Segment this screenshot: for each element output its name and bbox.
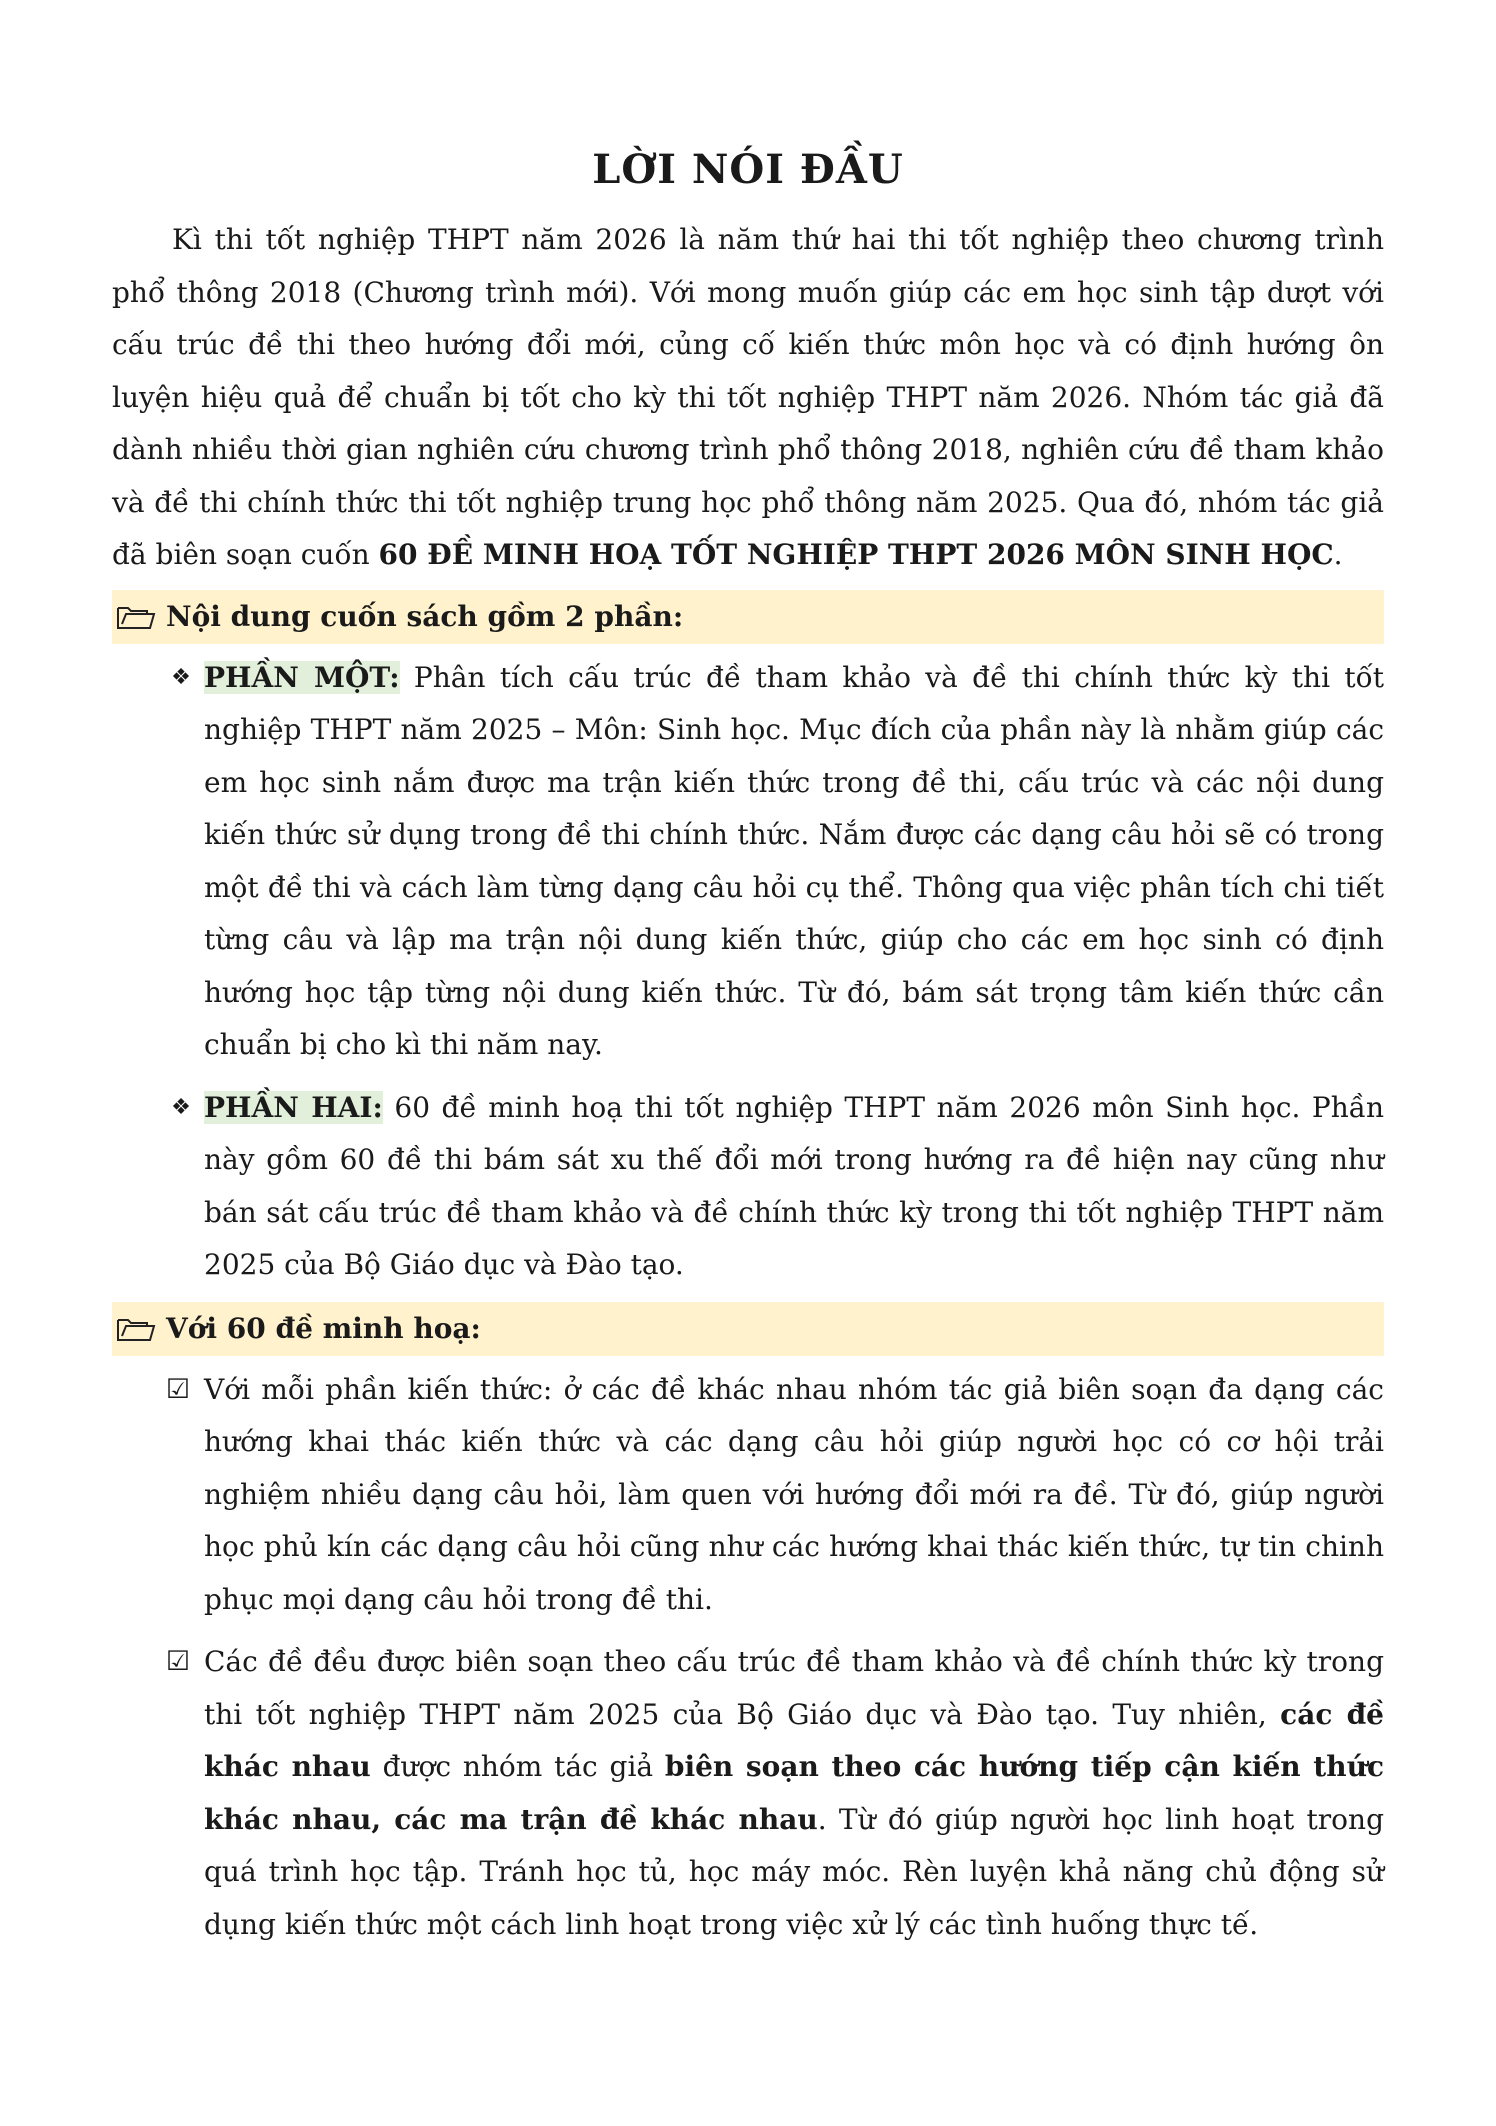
checkbox-checked-icon: ☑ xyxy=(165,1373,191,1405)
check-item-text: Các đề đều được biên soạn theo cấu trúc đề tham khảo và đề chính thức kỳ trong thi tốt nghiệp THPT năm 2025 của Bộ Giáo dục và Đào tạo. Tuy nhiên, xyxy=(204,1645,1384,1731)
intro-paragraph xyxy=(112,214,1384,582)
intro-text: Kì thi tốt nghiệp THPT năm 2026 là năm thứ hai thi tốt nghiệp theo chương trình phổ thông 2018 (Chương trình mới). Với mong muốn giúp các em học sinh tập dượt với cấu trúc đề thi theo hướng đổi mới, củng cố kiến thức môn học và có định hướng ôn luyện hiệu quả để chuẩn bị tốt cho kỳ thi tốt nghiệp THPT năm 2026. Nhóm tác giả đã dành nhiều thời gian nghiên cứu chương trình phổ thông 2018, nghiên cứu đề tham khảo và đề thi chính thức thi tốt nghiệp trung học phổ thông năm 2025. Qua đó, nhóm tác giả đã biên soạn cuốn xyxy=(112,223,1384,571)
folder-icon xyxy=(116,1316,156,1342)
diamond-bullet-icon: ❖ xyxy=(171,664,191,690)
section-contents-header xyxy=(112,590,1384,644)
section-tests-header xyxy=(112,1302,1384,1356)
check-item-structure xyxy=(112,1636,1384,1951)
checkbox-checked-icon: ☑ xyxy=(165,1646,191,1677)
part-two-text: 60 đề minh hoạ thi tốt nghiệp THPT năm 2026 môn Sinh học. Phần này gồm 60 đề thi bám sát xu thế đổi mới trong hướng ra đề hiện nay cũng như bán sát cấu trúc đề tham khảo và đề chính thức kỳ trong thi tốt nghiệp THPT năm 2025 của Bộ Giáo dục và Đào tạo. xyxy=(204,1090,1384,1281)
section-tests-heading: Với 60 đề minh hoạ: xyxy=(166,1312,481,1345)
part-two-item xyxy=(112,1082,1384,1292)
part-two-label: PHẦN HAI: xyxy=(204,1090,383,1124)
check-item-text: được nhóm tác giả xyxy=(370,1750,665,1783)
check-item-bold-text: biên soạn theo các hướng tiếp cận kiến thức khác nhau, các ma trận đề khác nhau xyxy=(204,1750,1384,1836)
part-one-label: PHẦN MỘT: xyxy=(204,660,400,694)
page-title: LỜI NÓI ĐẦU xyxy=(592,146,904,193)
check-item-text: . Từ đó giúp người học linh hoạt trong quá trình học tập. Tránh học tủ, học máy móc. Rèn luyện khả năng chủ động sử dụng kiến thức một cách linh hoạt trong việc xử lý các tình huống thực tế. xyxy=(204,1802,1384,1941)
document-page xyxy=(112,140,1384,1961)
check-item-bold-text: các đề khác nhau xyxy=(204,1697,1384,1783)
diamond-bullet-icon: ❖ xyxy=(171,1094,191,1120)
part-one-text: Phân tích cấu trúc đề tham khảo và đề thi chính thức kỳ thi tốt nghiệp THPT năm 2025 – Môn: Sinh học. Mục đích của phần này là nhằm giúp các em học sinh nắm được ma trận kiến thức trong đề thi, cấu trúc và các nội dung kiến thức sử dụng trong đề thi chính thức. Nắm được các dạng câu hỏi sẽ có trong một đề thi và cách làm từng dạng câu hỏi cụ thể. Thông qua việc phân tích chi tiết từng câu và lập ma trận nội dung kiến thức, giúp cho các em học sinh có định hướng học tập từng nội dung kiến thức. Từ đó, bám sát trọng tâm kiến thức cần chuẩn bị cho kì thi năm nay. xyxy=(204,660,1384,1061)
check-item-knowledge xyxy=(112,1364,1384,1627)
intro-end: . xyxy=(1333,538,1343,571)
book-title: 60 ĐỀ MINH HOẠ TỐT NGHIỆP THPT 2026 MÔN SINH HỌC xyxy=(378,538,1334,571)
section-contents-heading: Nội dung cuốn sách gồm 2 phần: xyxy=(166,600,684,633)
part-one-item xyxy=(112,652,1384,1072)
check-item-text: Với mỗi phần kiến thức: ở các đề khác nhau nhóm tác giả biên soạn đa dạng các hướng khai thác kiến thức và các dạng câu hỏi giúp người học có cơ hội trải nghiệm nhiều dạng câu hỏi, làm quen với hướng đổi mới ra đề. Từ đó, giúp người học phủ kín các dạng câu hỏi cũng như các hướng khai thác kiến thức, tự tin chinh phục mọi dạng câu hỏi trong đề thi. xyxy=(204,1372,1384,1616)
folder-icon xyxy=(116,604,156,630)
